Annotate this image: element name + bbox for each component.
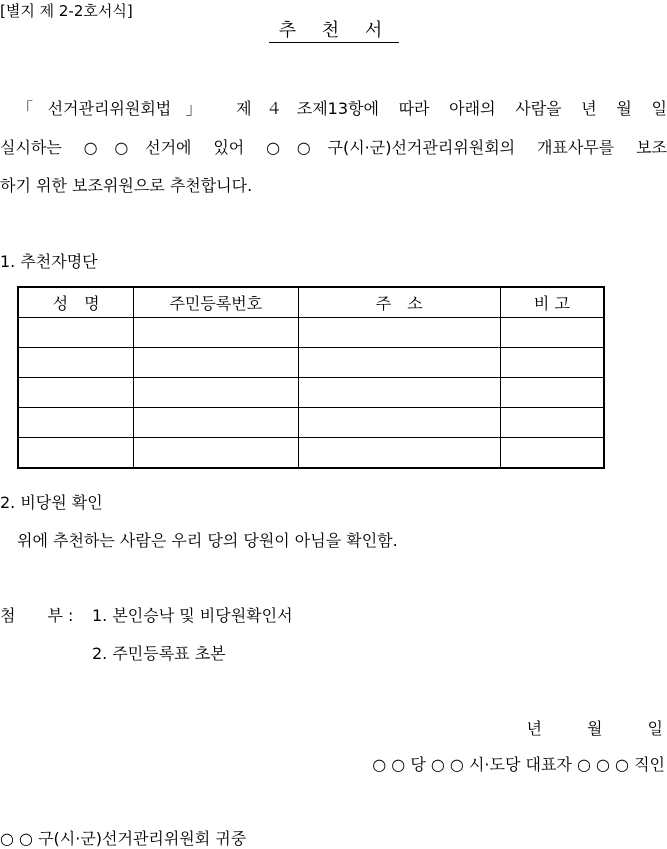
attachment-item-2: 2. 주민등록표 초본	[92, 644, 226, 663]
attachment-item-1: 1. 본인승낙 및 비당원확인서	[92, 606, 293, 625]
addressee: ○ ○ 구(시·군)선거관리위원회 귀중	[0, 829, 247, 848]
table-cell[interactable]	[18, 438, 134, 469]
table-cell[interactable]	[18, 378, 134, 408]
column-header-resident-number: 주민등록번호	[134, 287, 298, 318]
table-cell[interactable]	[500, 438, 604, 469]
intro-line-1	[0, 96, 667, 119]
table-cell[interactable]	[298, 378, 500, 408]
table-cell[interactable]	[134, 378, 298, 408]
column-header-remarks: 비 고	[500, 287, 604, 318]
table-cell[interactable]	[134, 438, 298, 469]
signature-line: ○ ○ 당 ○ ○ 시·도당 대표자 ○ ○ ○ 직인	[372, 755, 665, 774]
table-row	[18, 438, 604, 469]
column-header-name: 성 명	[18, 287, 134, 318]
date-line: 년 월 일	[526, 719, 663, 738]
section-1-heading: 1. 추천자명단	[0, 252, 98, 271]
document-title	[0, 20, 667, 43]
table-cell[interactable]	[298, 438, 500, 469]
table-cell[interactable]	[500, 318, 604, 348]
section-2-heading: 2. 비당원 확인	[0, 493, 103, 512]
column-header-address: 주 소	[298, 287, 500, 318]
table-cell[interactable]	[500, 378, 604, 408]
table-row	[18, 318, 604, 348]
title-text: 추 천 서	[269, 20, 399, 43]
intro-line-1-text: 「선거관리위원회법」 제４조제13항에 따라 아래의 사람을 년 월 일	[17, 99, 667, 118]
table-cell[interactable]	[18, 318, 134, 348]
table-header-row	[18, 287, 604, 318]
table-cell[interactable]	[298, 348, 500, 378]
recommendee-table	[17, 286, 605, 469]
form-number-label: [별지 제 2-2호서식]	[0, 2, 133, 20]
table-cell[interactable]	[18, 408, 134, 438]
table-cell[interactable]	[134, 408, 298, 438]
table-row	[18, 408, 604, 438]
table-cell[interactable]	[298, 408, 500, 438]
table-row	[18, 348, 604, 378]
intro-line-2: 실시하는 ○○선거에 있어 ○○구(시·군)선거관리위원회의 개표사무를 보조	[0, 138, 667, 157]
attachments-label: 첨 부 :	[0, 606, 74, 625]
table-cell[interactable]	[134, 318, 298, 348]
table-cell[interactable]	[500, 348, 604, 378]
table-cell[interactable]	[134, 348, 298, 378]
table-cell[interactable]	[18, 348, 134, 378]
table-cell[interactable]	[298, 318, 500, 348]
table-cell[interactable]	[500, 408, 604, 438]
intro-line-3: 하기 위한 보조위원으로 추천합니다.	[0, 176, 253, 195]
table-row	[18, 378, 604, 408]
non-member-confirmation-text: 위에 추천하는 사람은 우리 당의 당원이 아님을 확인함.	[17, 531, 398, 550]
